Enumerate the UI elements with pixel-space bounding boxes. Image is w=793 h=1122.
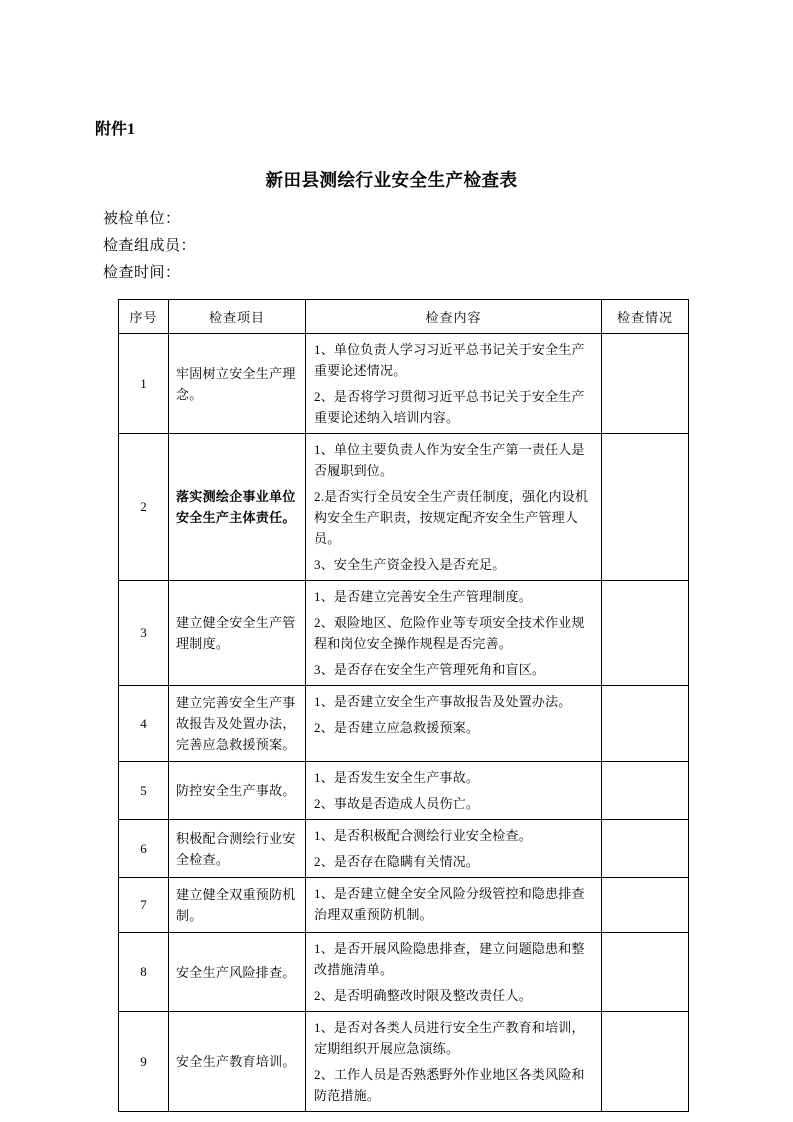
inspection-status-cell	[602, 820, 689, 878]
content-line: 2、是否建立应急救援预案。	[314, 720, 480, 735]
page-title: 新田县测绘行业安全生产检查表	[265, 170, 518, 190]
content-line: 1、是否建立完善安全生产管理制度。	[314, 589, 532, 604]
content-line: 1、是否对各类人员进行安全生产教育和培训，定期组织开展应急演练。	[314, 1020, 585, 1056]
header-inspection-item: 检查项目	[169, 300, 306, 334]
content-line: 1、是否开展风险隐患排查，建立问题隐患和整改措施清单。	[314, 941, 585, 977]
content-line: 1、是否积极配合测绘行业安全检查。	[314, 828, 532, 843]
inspection-item-cell: 安全生产风险排查。	[169, 933, 306, 1012]
row-number: 5	[119, 762, 169, 820]
inspection-item-cell: 积极配合测绘行业安全检查。	[169, 820, 306, 878]
table-row	[119, 581, 689, 686]
inspection-content-cell	[306, 434, 602, 581]
inspection-item-cell: 安全生产教育培训。	[169, 1012, 306, 1112]
inspection-status-cell	[602, 762, 689, 820]
inspection-table	[118, 299, 689, 1112]
inspection-content-cell	[306, 878, 602, 933]
inspection-content-cell	[306, 334, 602, 434]
row-number: 1	[119, 334, 169, 434]
header-inspection-content: 检查内容	[306, 300, 602, 334]
inspection-status-cell	[602, 434, 689, 581]
content-line: 2、事故是否造成人员伤亡。	[314, 796, 480, 811]
inspection-item-cell: 落实测绘企事业单位安全生产主体责任。	[169, 434, 306, 581]
content-line: 2、艰险地区、危险作业等专项安全技术作业规程和岗位安全操作规程是否完善。	[314, 615, 585, 651]
inspection-item-cell: 建立健全双重预防机制。	[169, 878, 306, 933]
inspection-content-cell	[306, 933, 602, 1012]
attachment-label: 附件1	[95, 121, 136, 138]
row-number: 4	[119, 686, 169, 762]
inspection-content-cell	[306, 1012, 602, 1112]
inspection-content-cell	[306, 581, 602, 686]
inspection-item-cell: 防控安全生产事故。	[169, 762, 306, 820]
inspection-content-cell	[306, 686, 602, 762]
table-row	[119, 878, 689, 933]
inspection-status-cell	[602, 581, 689, 686]
content-line: 1、是否发生安全生产事故。	[314, 770, 480, 785]
row-number: 8	[119, 933, 169, 1012]
content-line: 1、单位负责人学习习近平总书记关于安全生产重要论述情况。	[314, 342, 585, 378]
table-header-row	[119, 300, 689, 334]
content-line: 2、是否存在隐瞒有关情况。	[314, 854, 480, 869]
content-line: 1、单位主要负责人作为安全生产第一责任人是否履职到位。	[314, 442, 585, 478]
content-line: 2、是否明确整改时限及整改责任人。	[314, 988, 532, 1003]
row-number: 2	[119, 434, 169, 581]
content-line: 2、是否将学习贯彻习近平总书记关于安全生产重要论述纳入培训内容。	[314, 389, 585, 425]
table-row	[119, 820, 689, 878]
content-line: 3、安全生产资金投入是否充足。	[314, 557, 506, 572]
content-line: 2.是否实行全员安全生产责任制度，强化内设机构安全生产职责，按规定配齐安全生产管理人员。	[314, 489, 589, 546]
table-row	[119, 762, 689, 820]
row-number: 3	[119, 581, 169, 686]
header-inspection-status: 检查情况	[602, 300, 689, 334]
inspection-status-cell	[602, 878, 689, 933]
table-row	[119, 334, 689, 434]
inspection-item-cell: 建立健全安全生产管理制度。	[169, 581, 306, 686]
table-row	[119, 434, 689, 581]
info-line-inspected-unit: 被检单位：	[103, 211, 181, 227]
table-row	[119, 1012, 689, 1112]
info-line-inspection-time: 检查时间：	[103, 265, 181, 281]
header-serial-number: 序号	[119, 300, 169, 334]
inspection-status-cell	[602, 1012, 689, 1112]
inspection-content-cell	[306, 762, 602, 820]
table-row	[119, 933, 689, 1012]
row-number: 6	[119, 820, 169, 878]
info-block	[95, 206, 688, 287]
inspection-status-cell	[602, 334, 689, 434]
content-line: 2、工作人员是否熟悉野外作业地区各类风险和防范措施。	[314, 1067, 585, 1103]
inspection-item-cell: 建立完善安全生产事故报告及处置办法，完善应急救援预案。	[169, 686, 306, 762]
row-number: 9	[119, 1012, 169, 1112]
row-number: 7	[119, 878, 169, 933]
content-line: 1、是否建立安全生产事故报告及处置办法。	[314, 694, 572, 709]
inspection-status-cell	[602, 686, 689, 762]
table-row	[119, 686, 689, 762]
content-line: 1、是否建立健全安全风险分级管控和隐患排查治理双重预防机制。	[314, 886, 585, 922]
inspection-status-cell	[602, 933, 689, 1012]
inspection-content-cell	[306, 820, 602, 878]
inspection-item-cell: 牢固树立安全生产理念。	[169, 334, 306, 434]
content-line: 3、是否存在安全生产管理死角和盲区。	[314, 662, 546, 677]
info-line-team-members: 检查组成员：	[103, 238, 197, 254]
